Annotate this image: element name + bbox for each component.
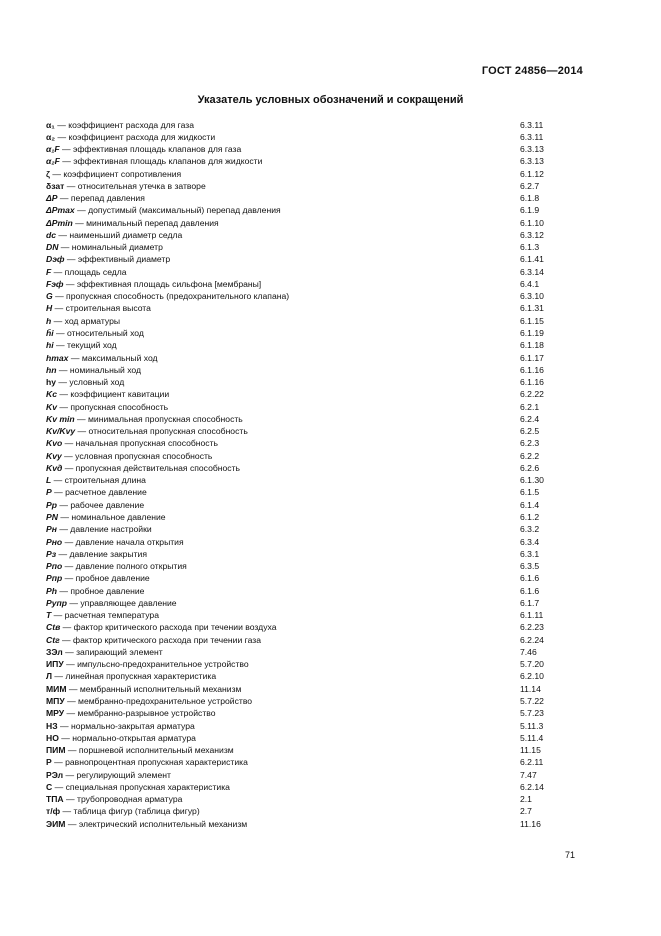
entry-symbol: ζ <box>46 168 50 179</box>
entry-description: — строительная высота <box>52 303 151 314</box>
entry-description: — равнопроцентная пропускная характеристика <box>51 757 248 768</box>
entry-symbol: Kvo <box>46 438 63 449</box>
entry-description: — минимальная пропускная способность <box>74 413 243 424</box>
list-item <box>46 180 586 192</box>
list-item <box>46 376 586 388</box>
entry-reference: 6.2.6 <box>520 462 540 473</box>
entry-description: — номинальный диаметр <box>58 242 163 253</box>
list-item <box>46 560 586 572</box>
entry-reference: 6.3.10 <box>520 291 544 302</box>
entry-reference: 5.11.4 <box>520 732 544 743</box>
entry-description: — фактор критического расхода при течении воздуха <box>60 622 277 633</box>
entry-reference: 6.3.1 <box>520 548 540 559</box>
entry-reference: 6.1.11 <box>520 610 544 621</box>
entry-reference: 6.3.11 <box>520 119 544 130</box>
entry-reference: 6.2.10 <box>520 671 544 682</box>
entry-symbol: Ph <box>46 585 57 596</box>
list-item <box>46 572 586 584</box>
list-item <box>46 585 586 597</box>
entry-reference: 6.1.15 <box>520 315 544 326</box>
entry-reference: 6.3.12 <box>520 229 544 240</box>
entry-reference: 6.1.12 <box>520 168 544 179</box>
list-item <box>46 793 586 805</box>
page-number: 71 <box>564 850 575 860</box>
list-item <box>46 511 586 523</box>
entry-description: — мембранно-разрывное устройство <box>64 708 216 719</box>
list-item <box>46 683 586 695</box>
entry-symbol: hy <box>46 377 57 388</box>
list-item <box>46 486 586 498</box>
entry-description: — мембранно-предохранительное устройство <box>64 695 253 706</box>
entry-description: — коэффициент сопротивления <box>49 168 182 179</box>
list-item <box>46 413 586 425</box>
entry-symbol: НО <box>46 732 59 743</box>
entry-reference: 11.16 <box>520 818 541 829</box>
entry-reference: 6.3.2 <box>520 524 540 535</box>
entry-symbol: L <box>46 475 52 486</box>
entry-symbol: Р <box>46 757 52 768</box>
list-item <box>46 646 586 658</box>
entry-description: — площадь седла <box>51 266 127 277</box>
entry-symbol: ΔP <box>46 193 58 204</box>
entry-description: — таблица фигур (таблица фигур) <box>60 806 200 817</box>
list-item <box>46 327 586 339</box>
entry-description: — начальная пропускная способность <box>62 438 219 449</box>
entry-reference: 7.47 <box>520 769 537 780</box>
entry-symbol: С <box>46 781 53 792</box>
list-item <box>46 536 586 548</box>
entry-symbol: Dэф <box>46 254 65 265</box>
entry-description: — относительная утечка в затворе <box>64 180 206 191</box>
entry-description: — перепад давления <box>57 193 145 204</box>
entry-symbol: ЭИМ <box>46 818 66 829</box>
entry-reference: 6.1.19 <box>520 328 544 339</box>
entry-reference: 6.2.11 <box>520 757 544 768</box>
entry-description: — наименьший диаметр седла <box>56 229 183 240</box>
entry-reference: 6.1.5 <box>520 487 540 498</box>
entry-symbol: Kv min <box>46 413 75 424</box>
list-item <box>46 781 586 793</box>
entry-description: — строительная длина <box>51 475 146 486</box>
entry-description: — номинальный ход <box>56 364 142 375</box>
entry-description: — фактор критического расхода при течении газа <box>59 634 262 645</box>
list-item <box>46 155 586 167</box>
entry-reference: 6.2.23 <box>520 622 544 633</box>
entry-description: — нормально-закрытая арматура <box>57 720 195 731</box>
entry-symbol: DN <box>46 242 59 253</box>
entry-reference: 6.1.2 <box>520 512 540 522</box>
entry-reference: 6.1.3 <box>520 242 540 253</box>
list-item <box>46 192 586 204</box>
entry-symbol: h <box>46 315 52 326</box>
entry-description: — давление начала открытия <box>62 536 184 547</box>
entry-description: — коэффициент расхода для газа <box>54 119 194 130</box>
list-item <box>46 462 586 474</box>
entry-symbol: dс <box>46 229 57 240</box>
entry-reference: 6.3.13 <box>520 156 544 167</box>
entry-symbol: Pз <box>46 548 57 559</box>
list-item <box>46 388 586 400</box>
entry-reference: 6.1.4 <box>520 499 540 510</box>
entry-description: — допустимый (максимальный) перепад давления <box>74 205 281 216</box>
list-item <box>46 720 586 732</box>
list-item <box>46 253 586 265</box>
entry-description: — эффективная площадь сильфона [мембраны] <box>63 278 262 289</box>
entry-reference: 5.7.22 <box>520 695 544 706</box>
entry-symbol: PN <box>46 512 58 522</box>
entry-symbol: T <box>46 610 52 621</box>
list-item <box>46 204 586 216</box>
entry-symbol: Fэф <box>46 278 64 289</box>
list-item <box>46 818 586 830</box>
entry-symbol: ИПУ <box>46 659 64 670</box>
entry-description: — эффективная площадь клапанов для газа <box>59 144 242 155</box>
entry-reference: 6.1.17 <box>520 352 544 363</box>
entry-reference: 6.1.9 <box>520 205 540 216</box>
list-item <box>46 401 586 413</box>
entry-description: — давление полного открытия <box>62 561 187 572</box>
list-item <box>46 523 586 535</box>
entry-symbol: Л <box>46 671 53 682</box>
list-item <box>46 597 586 609</box>
entry-description: — пропускная действительная способность <box>62 462 241 473</box>
list-item <box>46 241 586 253</box>
list-item <box>46 744 586 756</box>
entry-symbol: ΔPmin <box>46 217 73 228</box>
entry-description: — импульсно-предохранительное устройство <box>63 659 249 670</box>
list-item <box>46 437 586 449</box>
entry-description: — условный ход <box>56 377 125 388</box>
entry-reference: 6.1.18 <box>520 340 544 351</box>
entry-reference: 6.3.4 <box>520 536 540 547</box>
entry-description: — минимальный перепад давления <box>72 217 219 228</box>
entry-reference: 6.1.6 <box>520 585 540 596</box>
entry-description: — условная пропускная способность <box>61 450 213 461</box>
list-item <box>46 474 586 486</box>
entry-reference: 11.14 <box>520 683 541 694</box>
entry-reference: 6.1.10 <box>520 217 544 228</box>
entry-reference: 6.3.13 <box>520 144 544 155</box>
entry-description: — пробное давление <box>62 573 150 584</box>
entry-description: — текущий ход <box>53 340 117 351</box>
list-item <box>46 634 586 646</box>
entry-symbol: Pпр <box>46 573 63 584</box>
entry-symbol: Pн <box>46 524 57 535</box>
entry-symbol: МПУ <box>46 695 65 706</box>
list-item <box>46 168 586 180</box>
entry-reference: 2.1 <box>520 794 532 805</box>
entry-description: — эффективный диаметр <box>64 254 171 265</box>
entry-reference: 6.3.14 <box>520 266 544 277</box>
entry-description: — коэффициент расхода для жидкости <box>55 131 216 142</box>
list-item <box>46 769 586 781</box>
list-item <box>46 364 586 376</box>
entry-symbol: H <box>46 303 53 314</box>
list-item <box>46 229 586 241</box>
entry-reference: 6.2.2 <box>520 450 540 461</box>
entry-symbol: Pно <box>46 536 63 547</box>
entry-symbol: hn <box>46 364 57 375</box>
entry-description: — относительный ход <box>53 328 144 339</box>
entry-reference: 6.3.11 <box>520 131 544 142</box>
entry-symbol: ΔPmax <box>46 205 75 216</box>
list-item <box>46 450 586 462</box>
list-item <box>46 302 586 314</box>
list-item <box>46 425 586 437</box>
entry-description: — пропускная способность <box>57 401 169 412</box>
entry-symbol: РЭл <box>46 769 64 780</box>
entry-symbol: Kvy <box>46 450 62 461</box>
entry-reference: 6.2.4 <box>520 413 540 424</box>
list-item <box>46 131 586 143</box>
entry-description: — рабочее давление <box>56 499 145 510</box>
list-item <box>46 658 586 670</box>
list-item <box>46 119 586 131</box>
entry-symbol: т/ф <box>46 806 61 817</box>
entry-symbol: hmax <box>46 352 69 363</box>
entry-description: — специальная пропускная характеристика <box>52 781 230 792</box>
entry-symbol: G <box>46 291 53 302</box>
entry-reference: 6.2.7 <box>520 180 540 191</box>
entry-symbol: Pпо <box>46 561 63 572</box>
entry-symbol: Ctг <box>46 634 60 645</box>
entry-reference: 5.7.20 <box>520 659 544 670</box>
entry-reference: 7.46 <box>520 646 537 657</box>
entry-symbol: α₂F <box>46 156 60 167</box>
entry-description: — давление закрытия <box>56 548 147 559</box>
list-item <box>46 339 586 351</box>
standard-number: ГОСТ 24856—2014 <box>481 65 583 77</box>
entry-reference: 6.2.5 <box>520 426 540 437</box>
entry-description: — поршневой исполнительный механизм <box>65 745 234 756</box>
list-item <box>46 217 586 229</box>
entry-description: — коэффициент кавитации <box>57 389 170 400</box>
entry-description: — давление настройки <box>56 524 152 535</box>
list-item <box>46 143 586 155</box>
entry-description: — пробное давление <box>56 585 145 596</box>
entry-reference: 6.1.16 <box>520 377 544 388</box>
list-item <box>46 278 586 290</box>
entry-reference: 5.11.3 <box>520 720 544 731</box>
list-item <box>46 609 586 621</box>
list-item <box>46 266 586 278</box>
entry-symbol: α₁ <box>46 119 55 130</box>
entry-reference: 2.7 <box>520 806 532 817</box>
entry-reference: 6.1.6 <box>520 573 540 584</box>
entry-description: — номинальное давление <box>57 512 166 522</box>
entry-symbol: Kvд <box>46 462 63 473</box>
entry-reference: 6.1.16 <box>520 364 544 375</box>
entry-reference: 6.2.1 <box>520 401 540 412</box>
list-item <box>46 805 586 817</box>
entry-symbol: F <box>46 266 52 277</box>
entry-symbol: ЗЭл <box>46 646 63 657</box>
entry-description: — относительная пропускная способность <box>75 426 248 437</box>
entry-description: — линейная пропускная характеристика <box>52 671 217 682</box>
entry-reference: 5.7.23 <box>520 708 544 719</box>
list-item <box>46 548 586 560</box>
entry-symbol: α₂ <box>46 131 56 142</box>
entry-description: — электрический исполнительный механизм <box>65 818 248 829</box>
entry-description: — расчетное давление <box>51 487 147 498</box>
entry-symbol: α₁F <box>46 144 60 155</box>
list-item <box>46 290 586 302</box>
entry-description: — нормально-открытая арматура <box>58 732 196 743</box>
entry-reference: 6.3.5 <box>520 561 540 572</box>
entry-symbol: Kc <box>46 389 57 400</box>
entry-symbol: МРУ <box>46 708 65 719</box>
entry-reference: 6.1.31 <box>520 303 544 314</box>
entry-reference: 6.1.30 <box>520 475 544 486</box>
entry-description: — регулирующий элемент <box>63 769 171 780</box>
entry-symbol: Ctв <box>46 622 61 633</box>
entry-symbol: ПИМ <box>46 745 66 756</box>
list-item <box>46 732 586 744</box>
entry-symbol: НЗ <box>46 720 58 731</box>
entry-symbol: hi <box>46 340 54 351</box>
entry-symbol: δзат <box>46 180 65 191</box>
entry-description: — трубопроводная арматура <box>63 794 183 805</box>
list-item <box>46 621 586 633</box>
entry-description: — запирающий элемент <box>62 646 163 657</box>
entry-symbol: Kv <box>46 401 57 412</box>
list-item <box>46 756 586 768</box>
entry-symbol: P <box>46 487 52 498</box>
entry-description: — эффективная площадь клапанов для жидкости <box>59 156 263 167</box>
entry-description: — максимальный ход <box>68 352 158 363</box>
list-item <box>46 499 586 511</box>
entry-symbol: h̄i <box>46 328 54 339</box>
entry-symbol: Pупр <box>46 597 68 608</box>
entry-reference: 6.2.24 <box>520 634 544 645</box>
list-item <box>46 352 586 364</box>
entry-reference: 6.1.41 <box>520 254 544 265</box>
entry-reference: 6.1.8 <box>520 193 540 204</box>
page-title: Указатель условных обозначений и сокращений <box>197 94 464 106</box>
symbol-index-list <box>46 119 586 830</box>
list-item <box>46 315 586 327</box>
entry-reference: 6.4.1 <box>520 278 540 289</box>
entry-symbol: МИМ <box>46 683 67 694</box>
entry-reference: 6.2.22 <box>520 389 544 400</box>
list-item <box>46 695 586 707</box>
entry-symbol: ТПА <box>46 794 64 805</box>
entry-description: — управляющее давление <box>67 597 177 608</box>
entry-reference: 6.2.3 <box>520 438 540 449</box>
entry-description: — ход арматуры <box>51 315 121 326</box>
entry-description: — расчетная температура <box>51 610 159 621</box>
entry-description: — мембранный исполнительный механизм <box>66 683 242 694</box>
entry-symbol: Pp <box>46 499 57 510</box>
entry-reference: 6.2.14 <box>520 781 544 792</box>
list-item <box>46 670 586 682</box>
entry-reference: 11.15 <box>520 745 541 756</box>
entry-description: — пропускная способность (предохранительного клапана) <box>52 291 290 302</box>
entry-reference: 6.1.7 <box>520 597 540 608</box>
list-item <box>46 707 586 719</box>
entry-symbol: Kv/Kvy <box>46 426 76 437</box>
